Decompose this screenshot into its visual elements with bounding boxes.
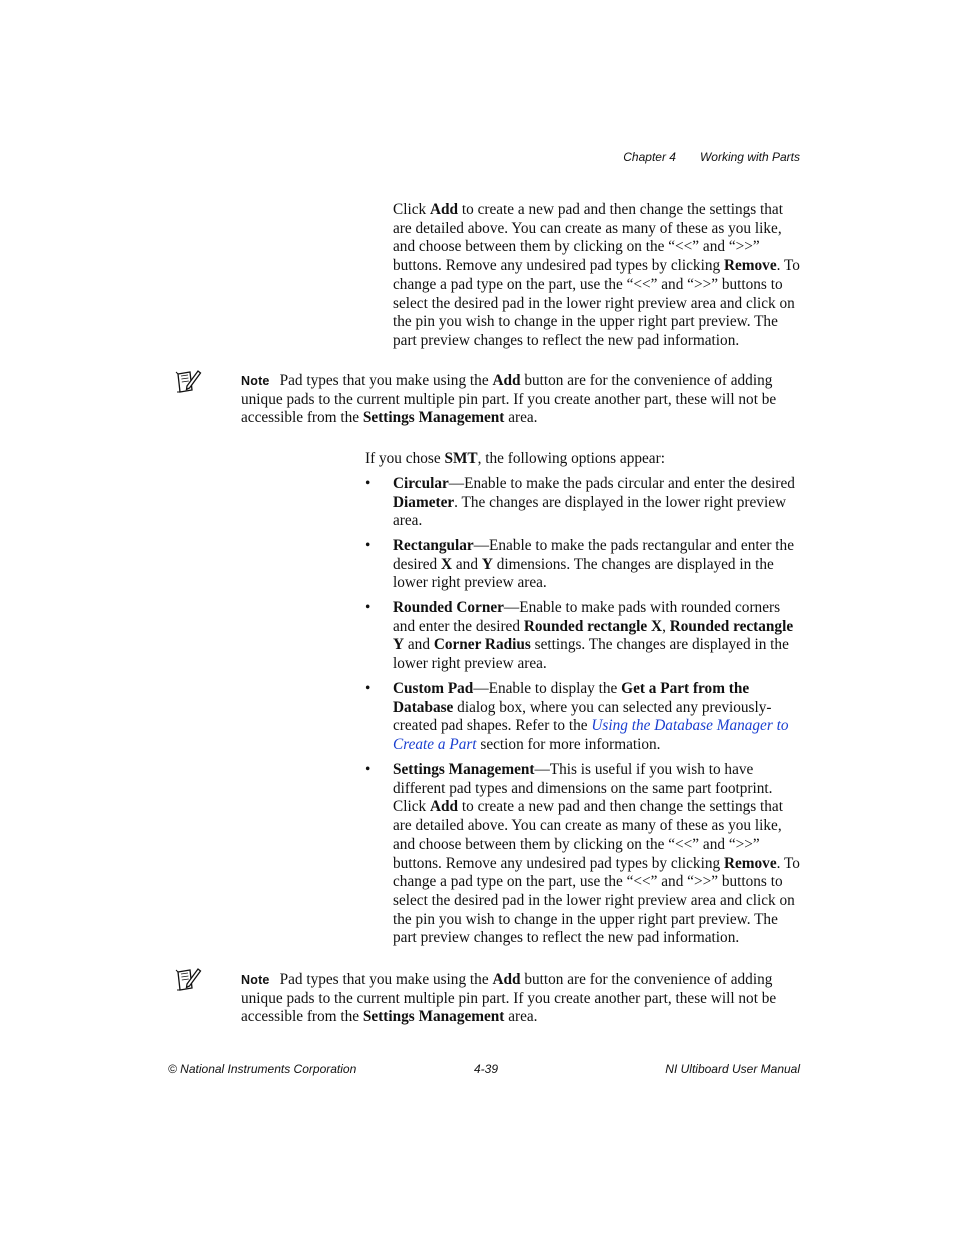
text: . To change a pad type on the part, use the “<<” and “>>” buttons to select the desired pad in the lower right preview area and click on the pin you wish to change in the upper right part preview. The part preview changes to reflect the new pad information. [393,257,800,349]
text: . The changes are displayed in the lower right preview area. [393,493,787,530]
bold-remove: Remove [723,257,777,275]
bold-settings-management: Settings Management [362,1008,505,1026]
footer-manual-title: NI Ultiboard User Manual [665,1062,800,1076]
list-item-custom-pad [365,680,805,755]
text: area. [504,409,538,427]
text: , [662,617,670,635]
text: and [404,636,434,654]
bullet: • [365,537,371,554]
bold-dialog-name: Get a Part from the Database [393,680,750,716]
text: button are for the convenience of adding unique pads to the current multiple pin part. If you create another part, these will not be accessible from the [241,372,777,427]
text: —Enable to display the [473,680,622,697]
bold-smt: SMT [444,450,478,467]
bold-rounded-x: Rounded rectangle X [523,617,663,635]
bullet: • [365,761,371,778]
bold-rounded-y: Rounded rectangle Y [393,617,794,654]
bullet: • [365,599,371,616]
bold-settings-management: Settings Management [362,409,505,427]
text: —Enable to make the pads rectangular and enter the desired [393,537,794,573]
list-item-circular [365,475,805,531]
text: . To change a pad type on the part, use the “<<” and “>>” buttons to select the desired pad in the lower right preview area and click on the pin you wish to change in the upper right part preview. The part preview changes to reflect the new pad information. [393,854,800,947]
bold-x: X [441,555,453,573]
text: Click [393,201,430,218]
option-name: Settings Management [393,761,535,778]
option-name: Rounded Corner [393,599,504,616]
text: Pad types that you make using the [279,372,493,389]
bold-add: Add [492,971,521,988]
note-1 [241,372,801,428]
text: If you chose [365,450,445,467]
text: —This is useful if you wish to have different pad types and dimensions on the same part footprint. Click [393,761,773,816]
text: and [452,555,482,573]
note-pencil-icon [174,368,202,394]
footer-page-number: 4-39 [474,1062,499,1076]
text: area. [504,1008,538,1026]
note-pencil-icon [174,966,202,992]
option-name: Custom Pad [393,680,474,697]
running-header [623,150,800,164]
text: Pad types that you make using the [279,971,493,988]
bold-diameter: Diameter [393,493,455,511]
bold-corner-radius: Corner Radius [433,636,531,654]
footer-copyright: © National Instruments Corporation [168,1062,357,1076]
text: button are for the convenience of adding unique pads to the current multiple pin part. If you create another part, these will not be accessible from the [241,971,777,1026]
text: dialog box, where you can selected any previously-created pad shapes. Refer to the [393,698,772,735]
text: section for more information. [476,736,661,754]
note-label: Note [241,374,270,388]
text: dimensions. The changes are displayed in the lower right preview area. [393,555,774,592]
note-label: Note [241,973,270,987]
bullet: • [365,680,371,697]
option-name: Rectangular [393,537,474,554]
text: settings. The changes are displayed in the lower right preview area. [393,636,789,673]
smt-intro [365,450,805,469]
option-name: Circular [393,475,449,492]
bold-add: Add [492,372,521,389]
smt-options-list [365,475,805,954]
settings-paragraph [393,201,803,351]
list-item-settings-management [365,761,805,948]
header-chapter: Chapter 4 [623,150,676,164]
list-item-rectangular [365,537,805,593]
list-item-rounded-corner [365,599,805,674]
header-title: Working with Parts [699,150,800,164]
bold-add: Add [429,798,459,816]
bullet: • [365,475,371,492]
text: , the following options appear: [477,450,665,467]
text: to create a new pad and then change the settings that are detailed above. You can create as many of these as you like, and choose between them by clicking on the “<<” and “>>” buttons. Remove any undesired pad types by clicking [393,798,783,872]
text: —Enable to make pads with rounded corners and enter the desired [393,599,781,635]
bold-add: Add [429,201,459,218]
text: to create a new pad and then change the settings that are detailed above. You can create as many of these as you like, and choose between them by clicking on the “<<” and “>>” buttons. Remove any undesired pad types by clicking [393,201,783,275]
bold-y: Y [481,555,493,573]
database-manager-link[interactable]: Using the Database Manager to Create a Part [393,717,789,754]
bold-remove: Remove [723,854,777,872]
note-2 [241,971,801,1027]
text: —Enable to make the pads circular and enter the desired [448,475,795,492]
